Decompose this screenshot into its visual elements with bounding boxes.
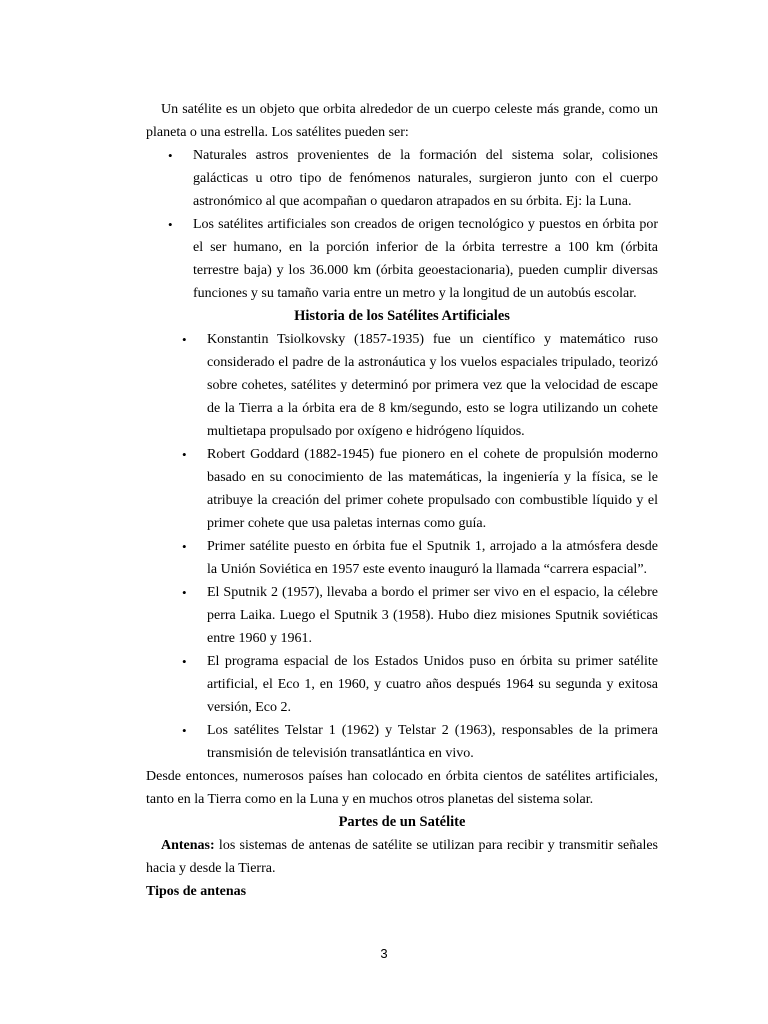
bullet-icon: • xyxy=(182,447,187,462)
list-item xyxy=(146,535,658,581)
list-item xyxy=(146,443,658,535)
antenna-paragraph xyxy=(146,834,658,880)
parts-heading: Partes de un Satélite xyxy=(338,814,466,830)
bullet-icon: • xyxy=(182,654,187,669)
bullet-icon: • xyxy=(182,585,187,600)
list-item xyxy=(146,144,658,213)
antenna-text: los sistemas de antenas de satélite se utilizan para recibir y transmitir señales hacia y desde la Tierra. xyxy=(146,838,658,876)
bullet-icon: • xyxy=(182,539,187,554)
history-heading: Historia de los Satélites Artificiales xyxy=(294,308,510,324)
list-item xyxy=(146,719,658,765)
antenna-label: Antenas: xyxy=(161,838,215,853)
list-item-text: Konstantin Tsiolkovsky (1857-1935) fue un científico y matemático ruso considerado el padre de la astronáutica y los vuelos espaciales tripulado, teorizó sobre cohetes, satélites y determinó por primera vez que la velocidad de escape de la Tierra a la órbita era de 8 km/segundo, esto se logra utilizando un cohete multietapa propulsado por oxígeno e hidrógeno líquidos. xyxy=(207,332,658,439)
list-item-text: Primer satélite puesto en órbita fue el Sputnik 1, arrojado a la atmósfera desde la Unión Soviética en 1957 este evento inauguró la llamada “carrera espacial”. xyxy=(207,539,658,577)
conclusion-paragraph: Desde entonces, numerosos países han colocado en órbita cientos de satélites artificiales, tanto en la Tierra como en la Luna y en muchos otros planetas del sistema solar. xyxy=(146,769,658,807)
list-item xyxy=(146,650,658,719)
list-item xyxy=(146,581,658,650)
list-item-text: Robert Goddard (1882-1945) fue pionero en el cohete de propulsión moderno basado en su conocimiento de las matemáticas, la ingeniería y la física, se le atribuye la creación del primer cohete propulsado con combustible líquido y el primer cohete que usa paletas internas como guía. xyxy=(207,447,658,531)
bullet-icon: • xyxy=(182,723,187,738)
list-item-text: El Sputnik 2 (1957), llevaba a bordo el primer ser vivo en el espacio, la célebre perra Laika. Luego el Sputnik 3 (1958). Hubo diez misiones Sputnik soviéticas entre 1960 y 1961. xyxy=(207,585,658,646)
list-item xyxy=(146,328,658,443)
list-item-text: Naturales astros provenientes de la formación del sistema solar, colisiones galácticas u otro tipo de fenómenos naturales, surgieron junto con el cuerpo astronómico al que acompañan o quedaron atrapados en su órbita. Ej: la Luna. xyxy=(193,148,658,209)
list-item-text: Los satélites artificiales son creados de origen tecnológico y puestos en órbita por el ser humano, en la porción inferior de la órbita terrestre a 100 km (órbita terrestre baja) y los 36.000 km (órbita geoestacionaria), pueden cumplir diversas funciones y su tamaño varia entre un metro y la longitud de un autobús escolar. xyxy=(193,217,658,301)
antenna-types-heading: Tipos de antenas xyxy=(146,884,247,899)
list-item xyxy=(146,213,658,305)
document-body xyxy=(146,98,658,903)
page-number: 3 xyxy=(380,946,388,961)
list-item-text: Los satélites Telstar 1 (1962) y Telstar 2 (1963), responsables de la primera transmisión de televisión transatlántica en vivo. xyxy=(207,723,658,761)
bullet-icon: • xyxy=(168,217,173,232)
list-item-text: El programa espacial de los Estados Unidos puso en órbita su primer satélite artificial, el Eco 1, en 1960, y cuatro años después 1964 su segunda y exitosa versión, Eco 2. xyxy=(207,654,658,715)
satellite-types-list xyxy=(146,144,658,305)
intro-paragraph: Un satélite es un objeto que orbita alrededor de un cuerpo celeste más grande, como un planeta o una estrella. Los satélites pueden ser: xyxy=(146,102,658,140)
history-list xyxy=(146,328,658,765)
bullet-icon: • xyxy=(168,148,173,163)
bullet-icon: • xyxy=(182,332,187,347)
